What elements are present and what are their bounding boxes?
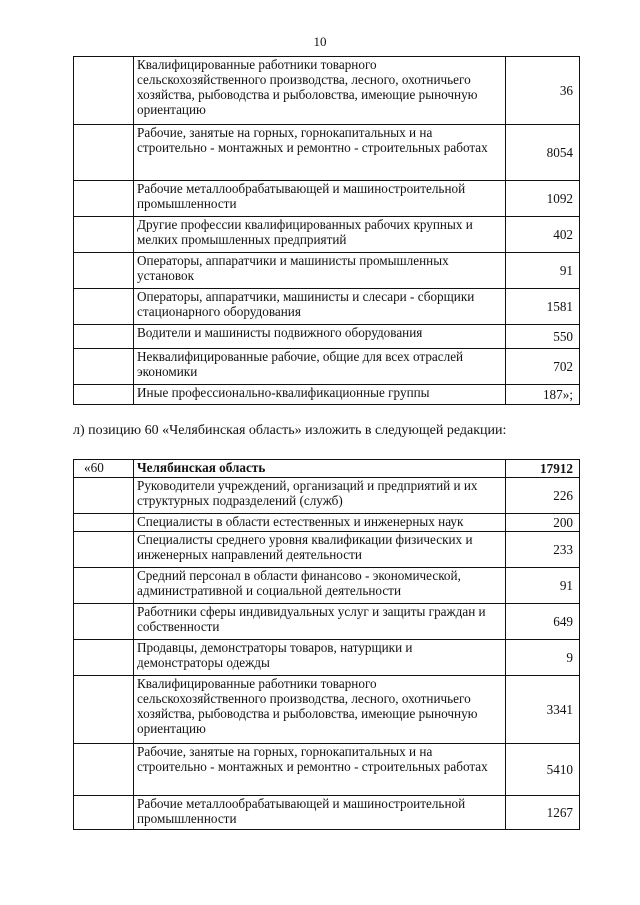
table-row bbox=[74, 604, 580, 640]
worker-count: 1581 bbox=[506, 289, 580, 325]
row-code bbox=[74, 57, 134, 125]
region-total: 17912 bbox=[506, 460, 580, 478]
occupation-group-name: Другие профессии квалифицированных рабочих крупных и мелких промышленных предприятий bbox=[134, 217, 506, 253]
row-code bbox=[74, 181, 134, 217]
table-row bbox=[74, 57, 580, 125]
amendment-paragraph: л) позицию 60 «Челябинская область» изложить в следующей редакции: bbox=[73, 423, 507, 438]
table2-body bbox=[74, 460, 580, 830]
row-code bbox=[74, 289, 134, 325]
worker-count: 1092 bbox=[506, 181, 580, 217]
worker-count: 1267 bbox=[506, 796, 580, 830]
occupation-group-name: Операторы, аппаратчики, машинисты и слесари - сборщики стационарного оборудования bbox=[134, 289, 506, 325]
row-code bbox=[74, 325, 134, 349]
occupation-group-name: Средний персонал в области финансово - экономической, административной и социальной деятельности bbox=[134, 568, 506, 604]
worker-count: 233 bbox=[506, 532, 580, 568]
chelyabinsk-occupation-table bbox=[73, 459, 580, 830]
table-row bbox=[74, 181, 580, 217]
row-code bbox=[74, 349, 134, 385]
table-header-row bbox=[74, 460, 580, 478]
worker-count: 8054 bbox=[506, 125, 580, 181]
table-row bbox=[74, 217, 580, 253]
table-row bbox=[74, 325, 580, 349]
table-row bbox=[74, 478, 580, 514]
occupation-group-name: Руководители учреждений, организаций и предприятий и их структурных подразделений (служб) bbox=[134, 478, 506, 514]
occupation-group-name: Рабочие металлообрабатывающей и машиностроительной промышленности bbox=[134, 181, 506, 217]
table-row bbox=[74, 676, 580, 744]
worker-count: 402 bbox=[506, 217, 580, 253]
row-code bbox=[74, 604, 134, 640]
row-code bbox=[74, 385, 134, 405]
row-code bbox=[74, 514, 134, 532]
table-row bbox=[74, 568, 580, 604]
occupation-group-name: Специалисты среднего уровня квалификации физических и инженерных направлений деятельности bbox=[134, 532, 506, 568]
occupation-group-name: Работники сферы индивидуальных услуг и защиты граждан и собственности bbox=[134, 604, 506, 640]
row-code bbox=[74, 744, 134, 796]
worker-count: 91 bbox=[506, 568, 580, 604]
worker-count: 226 bbox=[506, 478, 580, 514]
table-row bbox=[74, 514, 580, 532]
row-code bbox=[74, 676, 134, 744]
row-code bbox=[74, 478, 134, 514]
occupation-table-continued bbox=[73, 56, 580, 405]
occupation-group-name: Операторы, аппаратчики и машинисты промышленных установок bbox=[134, 253, 506, 289]
worker-count: 702 bbox=[506, 349, 580, 385]
position-code: «60 bbox=[74, 460, 134, 478]
occupation-group-name: Иные профессионально-квалификационные группы bbox=[134, 385, 506, 405]
table-row bbox=[74, 796, 580, 830]
table-row bbox=[74, 744, 580, 796]
occupation-group-name: Рабочие, занятые на горных, горнокапитальных и на строительно - монтажных и ремонтно - строительных работах bbox=[134, 125, 506, 181]
occupation-group-name: Водители и машинисты подвижного оборудования bbox=[134, 325, 506, 349]
row-code bbox=[74, 253, 134, 289]
table-row bbox=[74, 640, 580, 676]
worker-count: 187»; bbox=[506, 385, 580, 405]
occupation-group-name: Рабочие, занятые на горных, горнокапитальных и на строительно - монтажных и ремонтно - строительных работах bbox=[134, 744, 506, 796]
region-name: Челябинская область bbox=[134, 460, 506, 478]
occupation-group-name: Квалифицированные работники товарного сельскохозяйственного производства, лесного, охотничьего хозяйства, рыбоводства и рыболовства, имеющие рыночную ориентацию bbox=[134, 676, 506, 744]
row-code bbox=[74, 217, 134, 253]
table-row bbox=[74, 125, 580, 181]
occupation-group-name: Специалисты в области естественных и инженерных наук bbox=[134, 514, 506, 532]
table-row bbox=[74, 253, 580, 289]
row-code bbox=[74, 532, 134, 568]
page-number: 10 bbox=[313, 34, 327, 49]
row-code bbox=[74, 796, 134, 830]
worker-count: 5410 bbox=[506, 744, 580, 796]
occupation-group-name: Рабочие металлообрабатывающей и машиностроительной промышленности bbox=[134, 796, 506, 830]
worker-count: 200 bbox=[506, 514, 580, 532]
table-row bbox=[74, 289, 580, 325]
row-code bbox=[74, 125, 134, 181]
worker-count: 3341 bbox=[506, 676, 580, 744]
table1-body bbox=[74, 57, 580, 405]
occupation-group-name: Продавцы, демонстраторы товаров, натурщики и демонстраторы одежды bbox=[134, 640, 506, 676]
worker-count: 36 bbox=[506, 57, 580, 125]
worker-count: 550 bbox=[506, 325, 580, 349]
row-code bbox=[74, 640, 134, 676]
table-row bbox=[74, 385, 580, 405]
worker-count: 649 bbox=[506, 604, 580, 640]
worker-count: 9 bbox=[506, 640, 580, 676]
table-row bbox=[74, 532, 580, 568]
row-code bbox=[74, 568, 134, 604]
occupation-group-name: Квалифицированные работники товарного сельскохозяйственного производства, лесного, охотничьего хозяйства, рыбоводства и рыболовства, имеющие рыночную ориентацию bbox=[134, 57, 506, 125]
occupation-group-name: Неквалифицированные рабочие, общие для всех отраслей экономики bbox=[134, 349, 506, 385]
table-row bbox=[74, 349, 580, 385]
worker-count: 91 bbox=[506, 253, 580, 289]
